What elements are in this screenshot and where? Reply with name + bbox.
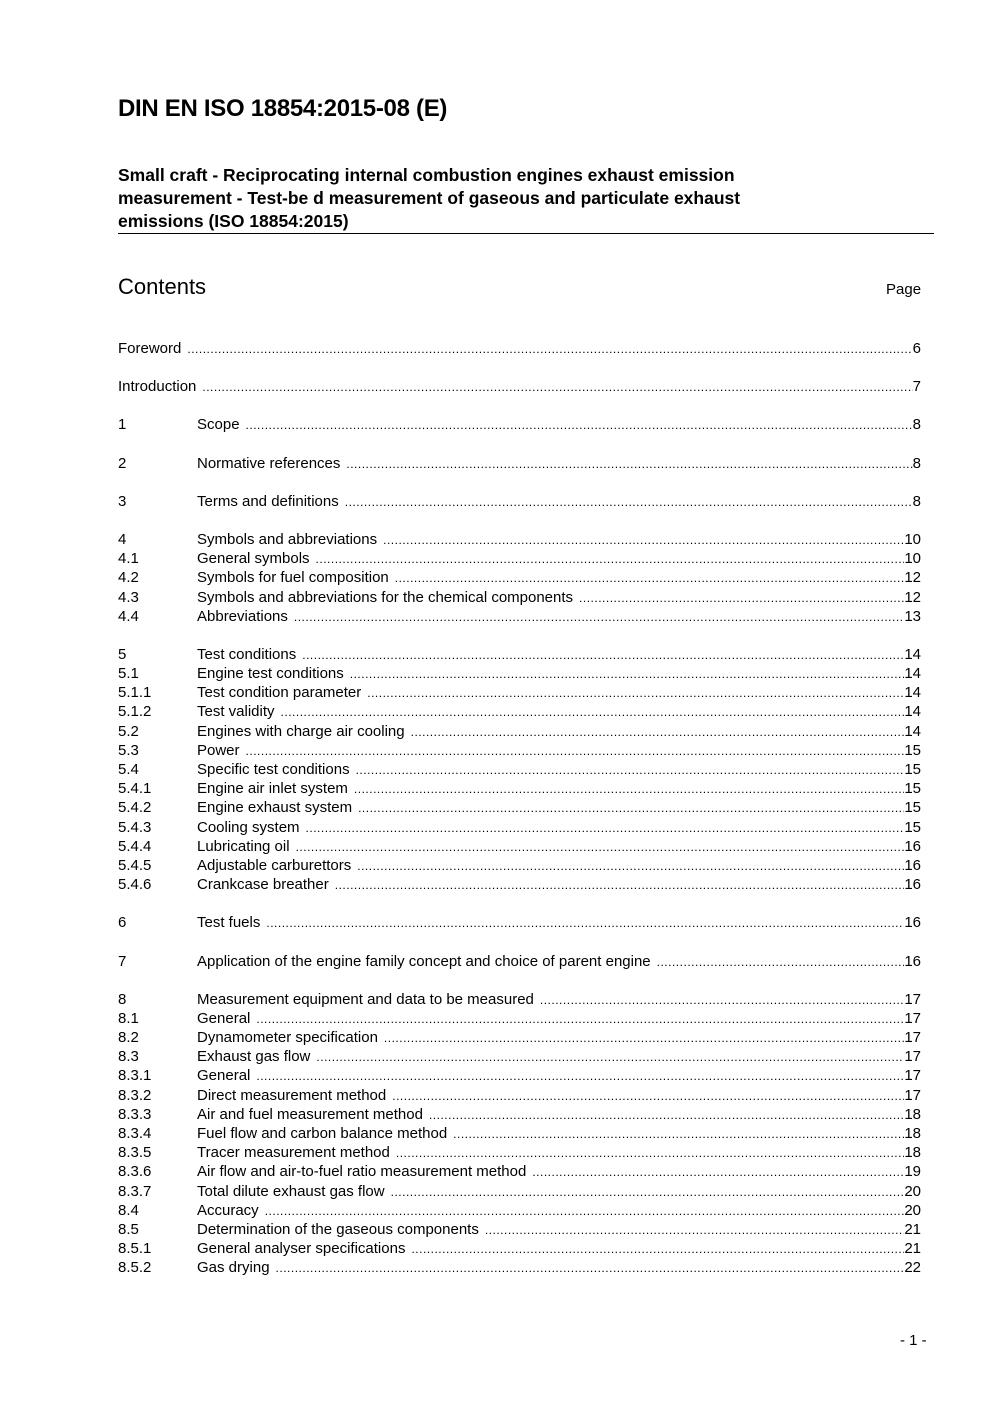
toc-dot-leader — [358, 799, 904, 818]
toc-entry-page: 20 — [904, 1201, 921, 1219]
toc-dot-leader — [383, 531, 904, 550]
toc-entry-page: 21 — [904, 1240, 921, 1258]
toc-entry-number: 4.4 — [118, 607, 139, 625]
toc-entry[interactable] — [118, 1105, 921, 1124]
toc-entry-title: Cooling system — [197, 818, 300, 836]
toc-dot-leader — [306, 819, 905, 838]
toc-dot-leader — [316, 1048, 904, 1067]
toc-entry[interactable] — [118, 837, 921, 856]
toc-dot-leader — [453, 1125, 904, 1144]
toc-entry-page: 12 — [904, 569, 921, 587]
toc-entry-page: 14 — [904, 722, 921, 740]
toc-entry-title: General — [197, 1009, 251, 1027]
toc-entry-page: 15 — [904, 799, 921, 817]
toc-dot-leader — [265, 1202, 905, 1221]
toc-entry-title: Introduction — [118, 378, 197, 396]
toc-entry-page: 14 — [904, 665, 921, 683]
toc-entry[interactable] — [118, 607, 921, 626]
toc-entry-number: 5.1.2 — [118, 703, 152, 721]
toc-entry[interactable] — [118, 1028, 921, 1047]
toc-entry-title: Test conditions — [197, 645, 297, 663]
toc-entry-title: Crankcase breather — [197, 876, 329, 894]
toc-entry-number: 5.4.5 — [118, 856, 152, 874]
toc-entry-number: 3 — [118, 492, 127, 510]
toc-entry-title: Engines with charge air cooling — [197, 722, 405, 740]
toc-entry-title: Test fuels — [197, 914, 261, 932]
toc-entry-number: 8.3.3 — [118, 1105, 152, 1123]
toc-entry-number: 5 — [118, 645, 127, 663]
toc-entry-page: 15 — [904, 741, 921, 759]
toc-entry-number: 4 — [118, 530, 127, 548]
toc-entry-page: 10 — [904, 530, 921, 548]
toc-dot-leader — [246, 742, 905, 761]
toc-entry[interactable] — [118, 1124, 921, 1143]
toc-entry[interactable] — [118, 377, 921, 396]
toc-entry-number: 5.4.3 — [118, 818, 152, 836]
toc-entry-page: 18 — [904, 1105, 921, 1123]
toc-entry[interactable] — [118, 875, 921, 894]
subtitle-line: Small craft - Reciprocating internal combustion engines exhaust emission — [118, 165, 735, 185]
toc-entry[interactable] — [118, 952, 921, 971]
toc-entry-number: 8.3.7 — [118, 1182, 152, 1200]
toc-entry-title: Symbols and abbreviations — [197, 530, 378, 548]
toc-entry-title: Accuracy — [197, 1201, 259, 1219]
toc-entry-title: Foreword — [118, 340, 182, 357]
toc-entry[interactable] — [118, 1066, 921, 1085]
toc-entry-page: 16 — [904, 952, 921, 970]
toc-entry-title: Engine exhaust system — [197, 799, 353, 817]
toc-entry-title: Application of the engine family concept and choice of parent engine — [197, 952, 651, 970]
toc-entry-page: 16 — [904, 876, 921, 894]
toc-entry-page: 15 — [904, 818, 921, 836]
toc-entry-number: 5.4 — [118, 761, 139, 778]
toc-entry-number: 5.4.2 — [118, 799, 152, 817]
toc-entry[interactable] — [118, 818, 921, 837]
toc-dot-leader — [384, 1029, 904, 1048]
toc-entry-title: Test validity — [197, 703, 275, 721]
toc-entry-page: 8 — [912, 492, 921, 510]
toc-entry[interactable] — [118, 798, 921, 817]
toc-dot-leader — [411, 1240, 904, 1259]
toc-entry-number: 8.3.1 — [118, 1067, 152, 1085]
toc-dot-leader — [281, 703, 905, 722]
toc-entry-page: 14 — [904, 703, 921, 721]
toc-entry-number: 6 — [118, 914, 127, 932]
toc-entry[interactable] — [118, 741, 921, 760]
toc-entry-number: 5.2 — [118, 722, 139, 740]
toc-entry-number: 4.2 — [118, 569, 139, 587]
toc-entry-title: Total dilute exhaust gas flow — [197, 1182, 385, 1200]
document-subtitle — [118, 164, 918, 233]
toc-dot-leader — [357, 857, 904, 876]
toc-entry[interactable] — [118, 1162, 921, 1181]
toc-entry-title: Dynamometer specification — [197, 1029, 378, 1047]
toc-entry-title: Tracer measurement method — [197, 1144, 390, 1162]
toc-entry[interactable] — [118, 779, 921, 798]
toc-entry[interactable] — [118, 1047, 921, 1066]
toc-entry-page: 10 — [904, 550, 921, 568]
toc-entry-title: General analyser specifications — [197, 1240, 406, 1258]
toc-dot-leader — [256, 1010, 904, 1029]
toc-dot-leader — [202, 378, 912, 397]
toc-entry[interactable] — [118, 645, 921, 664]
toc-entry[interactable] — [118, 913, 921, 932]
toc-entry-title: Air flow and air-to-fuel ratio measurement method — [197, 1163, 527, 1181]
toc-entry-title: Adjustable carburettors — [197, 856, 352, 874]
toc-entry-number: 5.4.6 — [118, 876, 152, 894]
toc-entry[interactable] — [118, 1143, 921, 1162]
toc-entry-page: 19 — [904, 1163, 921, 1181]
toc-entry-title: Scope — [197, 416, 240, 434]
toc-entry[interactable] — [118, 1086, 921, 1105]
toc-entry-page: 16 — [904, 914, 921, 932]
toc-dot-leader — [411, 723, 905, 742]
toc-entry[interactable] — [118, 1182, 921, 1201]
toc-entry[interactable] — [118, 549, 921, 568]
table-of-contents — [118, 339, 921, 1278]
toc-entry-title: Symbols and abbreviations for the chemical components — [197, 588, 574, 606]
toc-entry-page: 16 — [904, 837, 921, 855]
toc-entry-title: Engine test conditions — [197, 665, 344, 683]
toc-entry-page: 7 — [912, 378, 921, 396]
toc-entry-page: 20 — [904, 1182, 921, 1200]
toc-entry-title: General symbols — [197, 550, 310, 568]
toc-entry[interactable] — [118, 1258, 921, 1277]
toc-dot-leader — [335, 876, 905, 895]
toc-entry-title: Abbreviations — [197, 607, 288, 625]
toc-dot-leader — [532, 1163, 904, 1182]
toc-entry-title: Exhaust gas flow — [197, 1048, 311, 1066]
toc-entry[interactable] — [118, 1220, 921, 1239]
toc-entry-page: 16 — [904, 856, 921, 874]
toc-entry-page: 21 — [904, 1220, 921, 1238]
toc-entry[interactable] — [118, 568, 921, 587]
toc-dot-leader — [346, 455, 912, 474]
toc-entry-page: 17 — [904, 1067, 921, 1085]
toc-entry-number: 8.3.5 — [118, 1144, 152, 1162]
toc-entry-page: 17 — [904, 1029, 921, 1047]
toc-entry-number: 8.4 — [118, 1201, 139, 1219]
toc-entry[interactable] — [118, 454, 921, 473]
toc-entry-page: 18 — [904, 1125, 921, 1142]
toc-entry[interactable] — [118, 1239, 921, 1258]
toc-entry-number: 8.1 — [118, 1009, 139, 1027]
toc-dot-leader — [345, 493, 913, 512]
toc-entry[interactable] — [118, 760, 921, 779]
toc-dot-leader — [540, 991, 904, 1010]
toc-dot-leader — [367, 684, 904, 703]
toc-entry-number: 8.3.2 — [118, 1086, 152, 1104]
toc-entry-title: Symbols for fuel composition — [197, 569, 389, 587]
toc-entry-title: Measurement equipment and data to be measured — [197, 990, 534, 1008]
toc-entry-number: 4.1 — [118, 550, 139, 568]
toc-dot-leader — [396, 1144, 904, 1163]
toc-entry[interactable] — [118, 683, 921, 702]
toc-entry-title: General — [197, 1067, 251, 1085]
toc-dot-leader — [429, 1106, 904, 1125]
toc-dot-leader — [294, 608, 904, 627]
toc-entry-number: 5.4.1 — [118, 780, 152, 798]
toc-entry-number: 8.5 — [118, 1220, 139, 1238]
toc-dot-leader — [266, 914, 904, 933]
toc-entry[interactable] — [118, 1009, 921, 1028]
toc-dot-leader — [579, 589, 904, 608]
toc-entry-title: Test condition parameter — [197, 684, 362, 702]
toc-entry-number: 5.1.1 — [118, 684, 152, 702]
toc-entry-page: 17 — [904, 1009, 921, 1027]
toc-dot-leader — [187, 340, 912, 359]
toc-entry-page: 12 — [904, 588, 921, 606]
contents-heading: Contents — [118, 274, 207, 299]
toc-dot-leader — [246, 416, 913, 435]
toc-entry-title: Engine air inlet system — [197, 780, 348, 798]
page-column-label: Page — [886, 281, 922, 298]
toc-dot-leader — [354, 780, 904, 799]
toc-entry-title: Direct measurement method — [197, 1086, 387, 1104]
toc-entry-number: 8.3.6 — [118, 1163, 152, 1181]
toc-dot-leader — [657, 953, 905, 972]
page-number-footer: - 1 - — [900, 1332, 927, 1349]
toc-entry-number: 5.1 — [118, 665, 139, 683]
toc-dot-leader — [296, 838, 905, 857]
toc-entry-number: 8.5.2 — [118, 1259, 152, 1277]
toc-entry-number: 2 — [118, 454, 127, 472]
toc-entry-title: Fuel flow and carbon balance method — [197, 1125, 448, 1142]
document-title: DIN EN ISO 18854:2015-08 (E) — [118, 95, 448, 122]
toc-entry[interactable] — [118, 990, 921, 1009]
toc-entry-number: 5.3 — [118, 741, 139, 759]
toc-entry-title: Normative references — [197, 454, 341, 472]
toc-dot-leader — [276, 1259, 905, 1278]
toc-entry[interactable] — [118, 415, 921, 434]
toc-entry-title: Specific test conditions — [197, 761, 350, 778]
toc-entry[interactable] — [118, 722, 921, 741]
toc-entry-number: 8.5.1 — [118, 1240, 152, 1258]
toc-entry[interactable] — [118, 492, 921, 511]
toc-entry-number: 5.4.4 — [118, 837, 152, 855]
toc-entry-title: Determination of the gaseous components — [197, 1220, 479, 1238]
toc-entry-title: Air and fuel measurement method — [197, 1105, 423, 1123]
toc-entry-number: 8.3 — [118, 1048, 139, 1066]
toc-dot-leader — [350, 665, 905, 684]
toc-entry-page: 15 — [904, 780, 921, 798]
toc-entry-page: 8 — [912, 416, 921, 434]
toc-entry-number: 8.2 — [118, 1029, 139, 1047]
toc-entry-number: 8 — [118, 990, 127, 1008]
toc-entry-page: 17 — [904, 1048, 921, 1066]
toc-entry[interactable] — [118, 339, 921, 358]
toc-entry-page: 18 — [904, 1144, 921, 1162]
toc-entry-page: 14 — [904, 645, 921, 663]
toc-entry-number: 7 — [118, 952, 127, 970]
toc-entry[interactable] — [118, 702, 921, 721]
toc-entry[interactable] — [118, 588, 921, 607]
toc-entry-page: 22 — [904, 1259, 921, 1277]
toc-dot-leader — [316, 550, 905, 569]
toc-entry[interactable] — [118, 856, 921, 875]
title-divider — [118, 233, 934, 234]
toc-dot-leader — [395, 569, 905, 588]
toc-entry-number: 8.3.4 — [118, 1125, 152, 1142]
toc-entry-page: 15 — [904, 761, 921, 778]
toc-dot-leader — [356, 761, 905, 780]
toc-entry[interactable] — [118, 530, 921, 549]
toc-dot-leader — [302, 646, 904, 665]
toc-entry-number: 1 — [118, 416, 127, 434]
toc-entry-page: 17 — [904, 1086, 921, 1104]
toc-entry[interactable] — [118, 664, 921, 683]
toc-entry-page: 6 — [912, 340, 921, 357]
toc-entry-title: Terms and definitions — [197, 492, 339, 510]
toc-entry-page: 13 — [904, 607, 921, 625]
toc-entry-title: Gas drying — [197, 1259, 270, 1277]
toc-dot-leader — [256, 1067, 904, 1086]
toc-dot-leader — [391, 1183, 905, 1202]
toc-dot-leader — [485, 1221, 904, 1240]
toc-entry[interactable] — [118, 1201, 921, 1220]
subtitle-line: measurement - Test-be d measurement of gaseous and particulate exhaust — [118, 188, 741, 208]
toc-entry-title: Lubricating oil — [197, 837, 290, 855]
toc-entry-title: Power — [197, 741, 240, 759]
subtitle-line: emissions (ISO 18854:2015) — [118, 211, 349, 231]
toc-dot-leader — [392, 1087, 904, 1106]
toc-entry-number: 4.3 — [118, 588, 139, 606]
toc-entry-page: 8 — [912, 454, 921, 472]
toc-entry-page: 14 — [904, 684, 921, 702]
toc-entry-page: 17 — [904, 990, 921, 1008]
